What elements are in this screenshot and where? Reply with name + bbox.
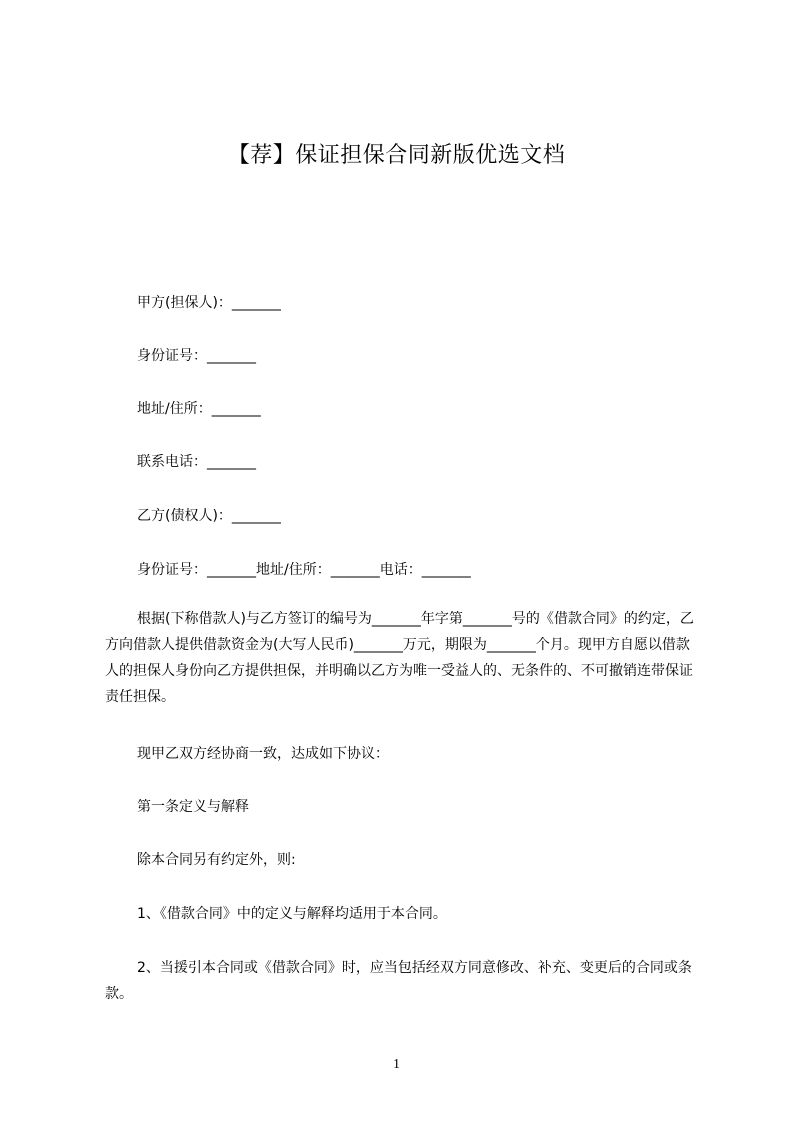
document-title: 【荐】保证担保合同新版优选文档 (227, 143, 566, 168)
agreement-intro: 现甲乙双方经协商一致，达成如下协议： (137, 746, 389, 762)
party-a-phone-line: 联系电话：_______ (137, 454, 256, 470)
party-b-contact-line: 身份证号：_______地址/住所：_______电话：_______ (137, 562, 471, 578)
party-b-creditor-line: 乙方(债权人)：_______ (137, 508, 281, 524)
definition-item-1: 1、《借款合同》中的定义与解释均适用于本合同。 (137, 906, 447, 922)
party-a-address-line: 地址/住所：_______ (137, 401, 261, 417)
party-a-id-line: 身份证号：_______ (137, 348, 256, 364)
definition-item-2: 2、当援引本合同或《借款合同》时，应当包括经双方同意修改、补充、变更后的合同或条款。 (105, 960, 692, 1002)
page-number: 1 (393, 1057, 400, 1072)
loan-basis-paragraph: 根据(下称借款人)与乙方签订的编号为_______年字第_______号的《借款合同》的约定，乙方向借款人提供借款资金为(大写人民币)_______万元，期限为_______个月。现甲方自愿以借款人的担保人身份向乙方提供担保，并明确以乙方为唯一受益人的、无条件的、不可撤销连带保证责任担保。 (105, 611, 694, 705)
except-clause: 除本合同另有约定外，则: (137, 852, 296, 868)
article-1-heading: 第一条定义与解释 (137, 799, 249, 815)
party-a-guarantor-line: 甲方(担保人)：_______ (137, 295, 281, 311)
